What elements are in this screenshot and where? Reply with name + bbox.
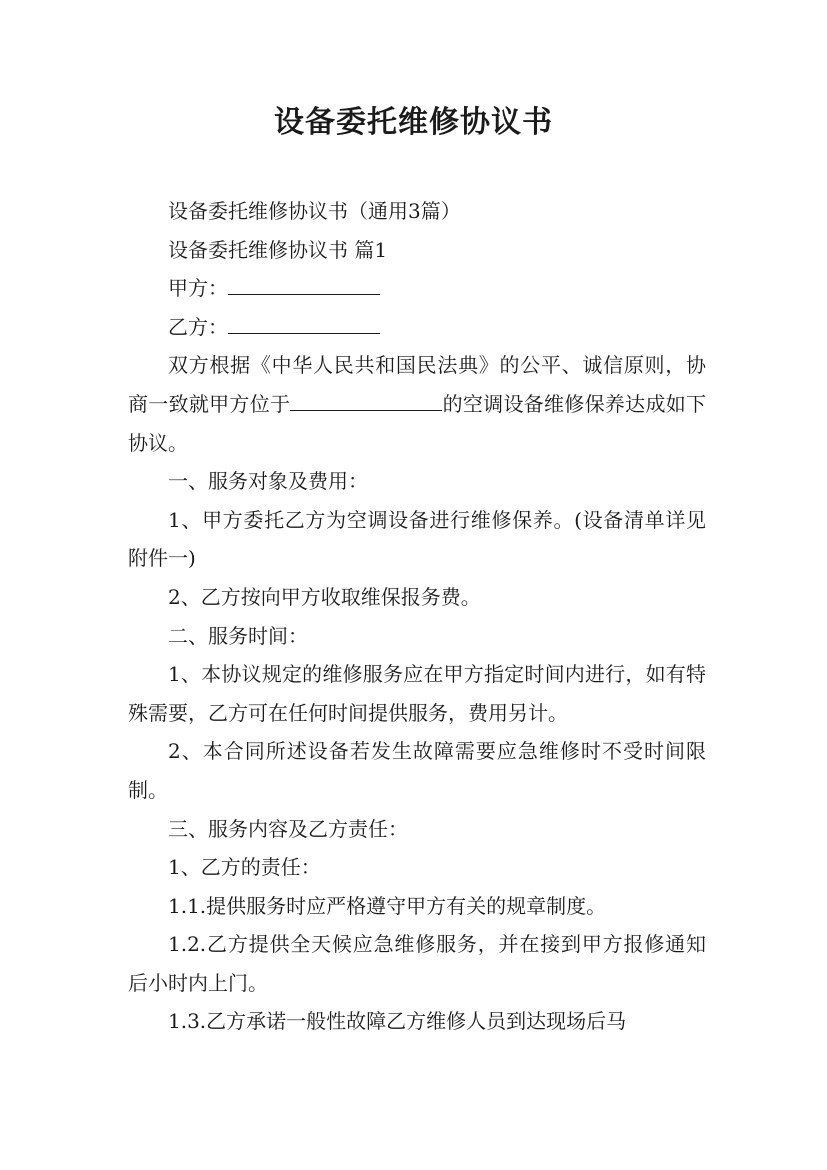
party-b-line xyxy=(128,308,706,347)
preamble-text-end: 的空调设备维修保养达成如下协议。 xyxy=(128,391,707,455)
clause-paragraph: 2、本合同所述设备若发生故障需要应急维修时不受时间限制。 xyxy=(128,739,706,802)
clause-paragraph: 1、乙方的责任： xyxy=(168,855,321,880)
party-a-line xyxy=(128,269,706,308)
location-blank xyxy=(290,392,442,411)
clause-paragraph: 1.3.乙方承诺一般性故障乙方维修人员到达现场后马 xyxy=(168,1009,627,1034)
party-b-label: 乙方： xyxy=(168,314,228,339)
subtitle-line: 设备委托维修协议书（通用3篇） xyxy=(168,199,461,223)
section-heading: 设备委托维修协议书 篇1 xyxy=(168,237,388,262)
clause-paragraph: 1.2.乙方提供全天候应急维修服务，并在接到甲方报修通知后小时内上门。 xyxy=(128,932,706,995)
document-title: 设备委托维修协议书 xyxy=(274,105,553,140)
clause-paragraph: 1、本协议规定的维修服务应在甲方指定时间内进行，如有特殊需要，乙方可在任何时间提供服务，费用另计。 xyxy=(128,662,706,725)
clause-heading: 三、服务内容及乙方责任： xyxy=(168,816,408,841)
document-body xyxy=(128,192,706,1041)
clause-paragraph: 1.1.提供服务时应严格遵守甲方有关的规章制度。 xyxy=(168,893,607,918)
preamble-paragraph xyxy=(128,346,706,462)
preamble-text-start: 双方根据《中华人民共和国民法典》的公平、诚信原则，协商一致就甲方位于 xyxy=(128,353,706,416)
party-b-blank xyxy=(228,315,380,334)
clause-heading: 一、服务对象及费用： xyxy=(168,469,368,494)
party-a-label: 甲方： xyxy=(168,276,228,301)
clause-paragraph: 2、乙方按向甲方收取维保报务费。 xyxy=(168,584,481,609)
clause-paragraph: 1、甲方委托乙方为空调设备进行维修保养。(设备清单详见附件一) xyxy=(128,507,706,571)
party-a-blank xyxy=(228,276,380,295)
clause-heading: 二、服务时间： xyxy=(168,623,308,648)
